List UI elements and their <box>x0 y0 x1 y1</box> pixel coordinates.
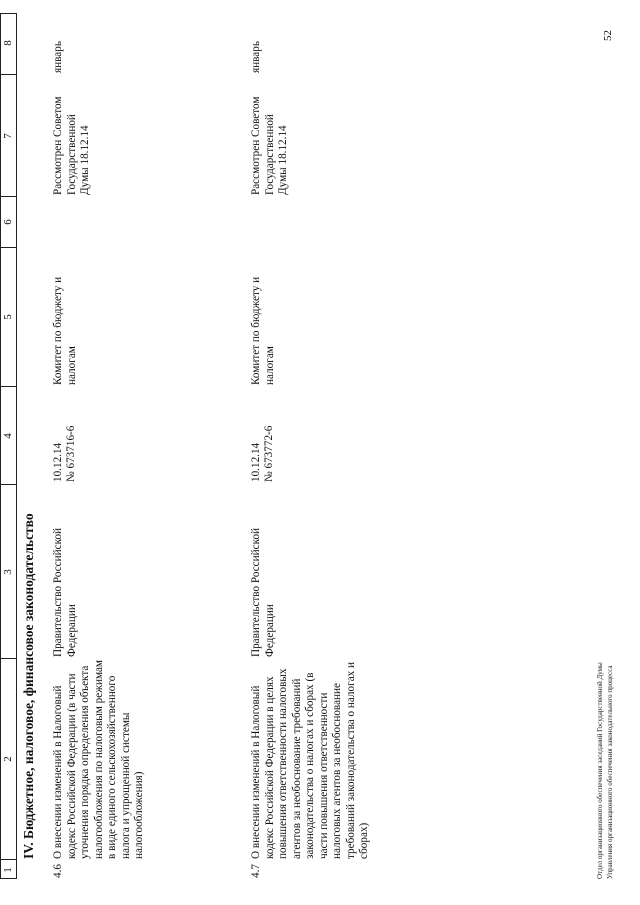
table-top-border <box>0 13 1 879</box>
col-divider <box>0 658 16 659</box>
column-number: 1 <box>2 867 14 873</box>
section-title: IV. Бюджетное, налоговое, финансовое законодательство <box>21 513 36 859</box>
column-number: 4 <box>2 433 14 439</box>
initiator: Правительство Российской Федерации <box>52 527 78 657</box>
deadline: январь <box>250 41 262 73</box>
col-divider <box>0 74 16 75</box>
row-number: 4.6 <box>52 864 64 878</box>
column-number: 3 <box>2 569 14 575</box>
col-divider <box>0 13 16 14</box>
bill-status: Рассмотрен Советом Государственной Думы 18.12.14 <box>52 96 91 195</box>
bill-number: № 673772-6 <box>263 425 275 482</box>
responsible-committee: Комитет по бюджету и налогам <box>52 276 78 385</box>
column-number: 8 <box>2 40 14 46</box>
col-divider <box>0 196 16 197</box>
column-number: 6 <box>2 219 14 225</box>
page-number: 52 <box>602 30 614 41</box>
column-number: 7 <box>2 133 14 139</box>
registration-date: 10.12.14 <box>52 442 64 482</box>
column-number: 2 <box>2 756 14 762</box>
col-divider <box>0 386 16 387</box>
responsible-committee: Комитет по бюджету и налогам <box>250 276 276 385</box>
registration-date: 10.12.14 <box>250 442 262 482</box>
bill-title: О внесении изменений в Налоговый кодекс Российской Федерации в целях повышения ответственности налоговых агентов за необоснование требований законодательства о налогах и сборах (в части повышения ответственности налоговых агентов за необоснование требований законодательства о налогах и сборах) <box>250 661 370 859</box>
footer-line: Управления организационного обеспечения законодательного процесса <box>606 665 614 879</box>
footer-line: Отдел организационного обеспечения заседаний Государственной Думы <box>596 662 604 879</box>
col-divider <box>0 484 16 485</box>
row-number: 4.7 <box>250 864 262 878</box>
column-number: 5 <box>2 314 14 320</box>
bill-number: № 673716-6 <box>65 425 77 482</box>
bill-title: О внесении изменений в Налоговый кодекс Российской Федерации (в части уточнения порядка определения объекта налогообложения по налоговым режимам в виде единого сельскохозяйственного налога и упрощенной системы налогообложения) <box>52 659 145 859</box>
header-bottom-border <box>16 13 17 879</box>
bill-status: Рассмотрен Советом Государственной Думы 18.12.14 <box>250 96 289 195</box>
col-divider <box>0 247 16 248</box>
deadline: январь <box>52 41 64 73</box>
initiator: Правительство Российской Федерации <box>250 527 276 657</box>
